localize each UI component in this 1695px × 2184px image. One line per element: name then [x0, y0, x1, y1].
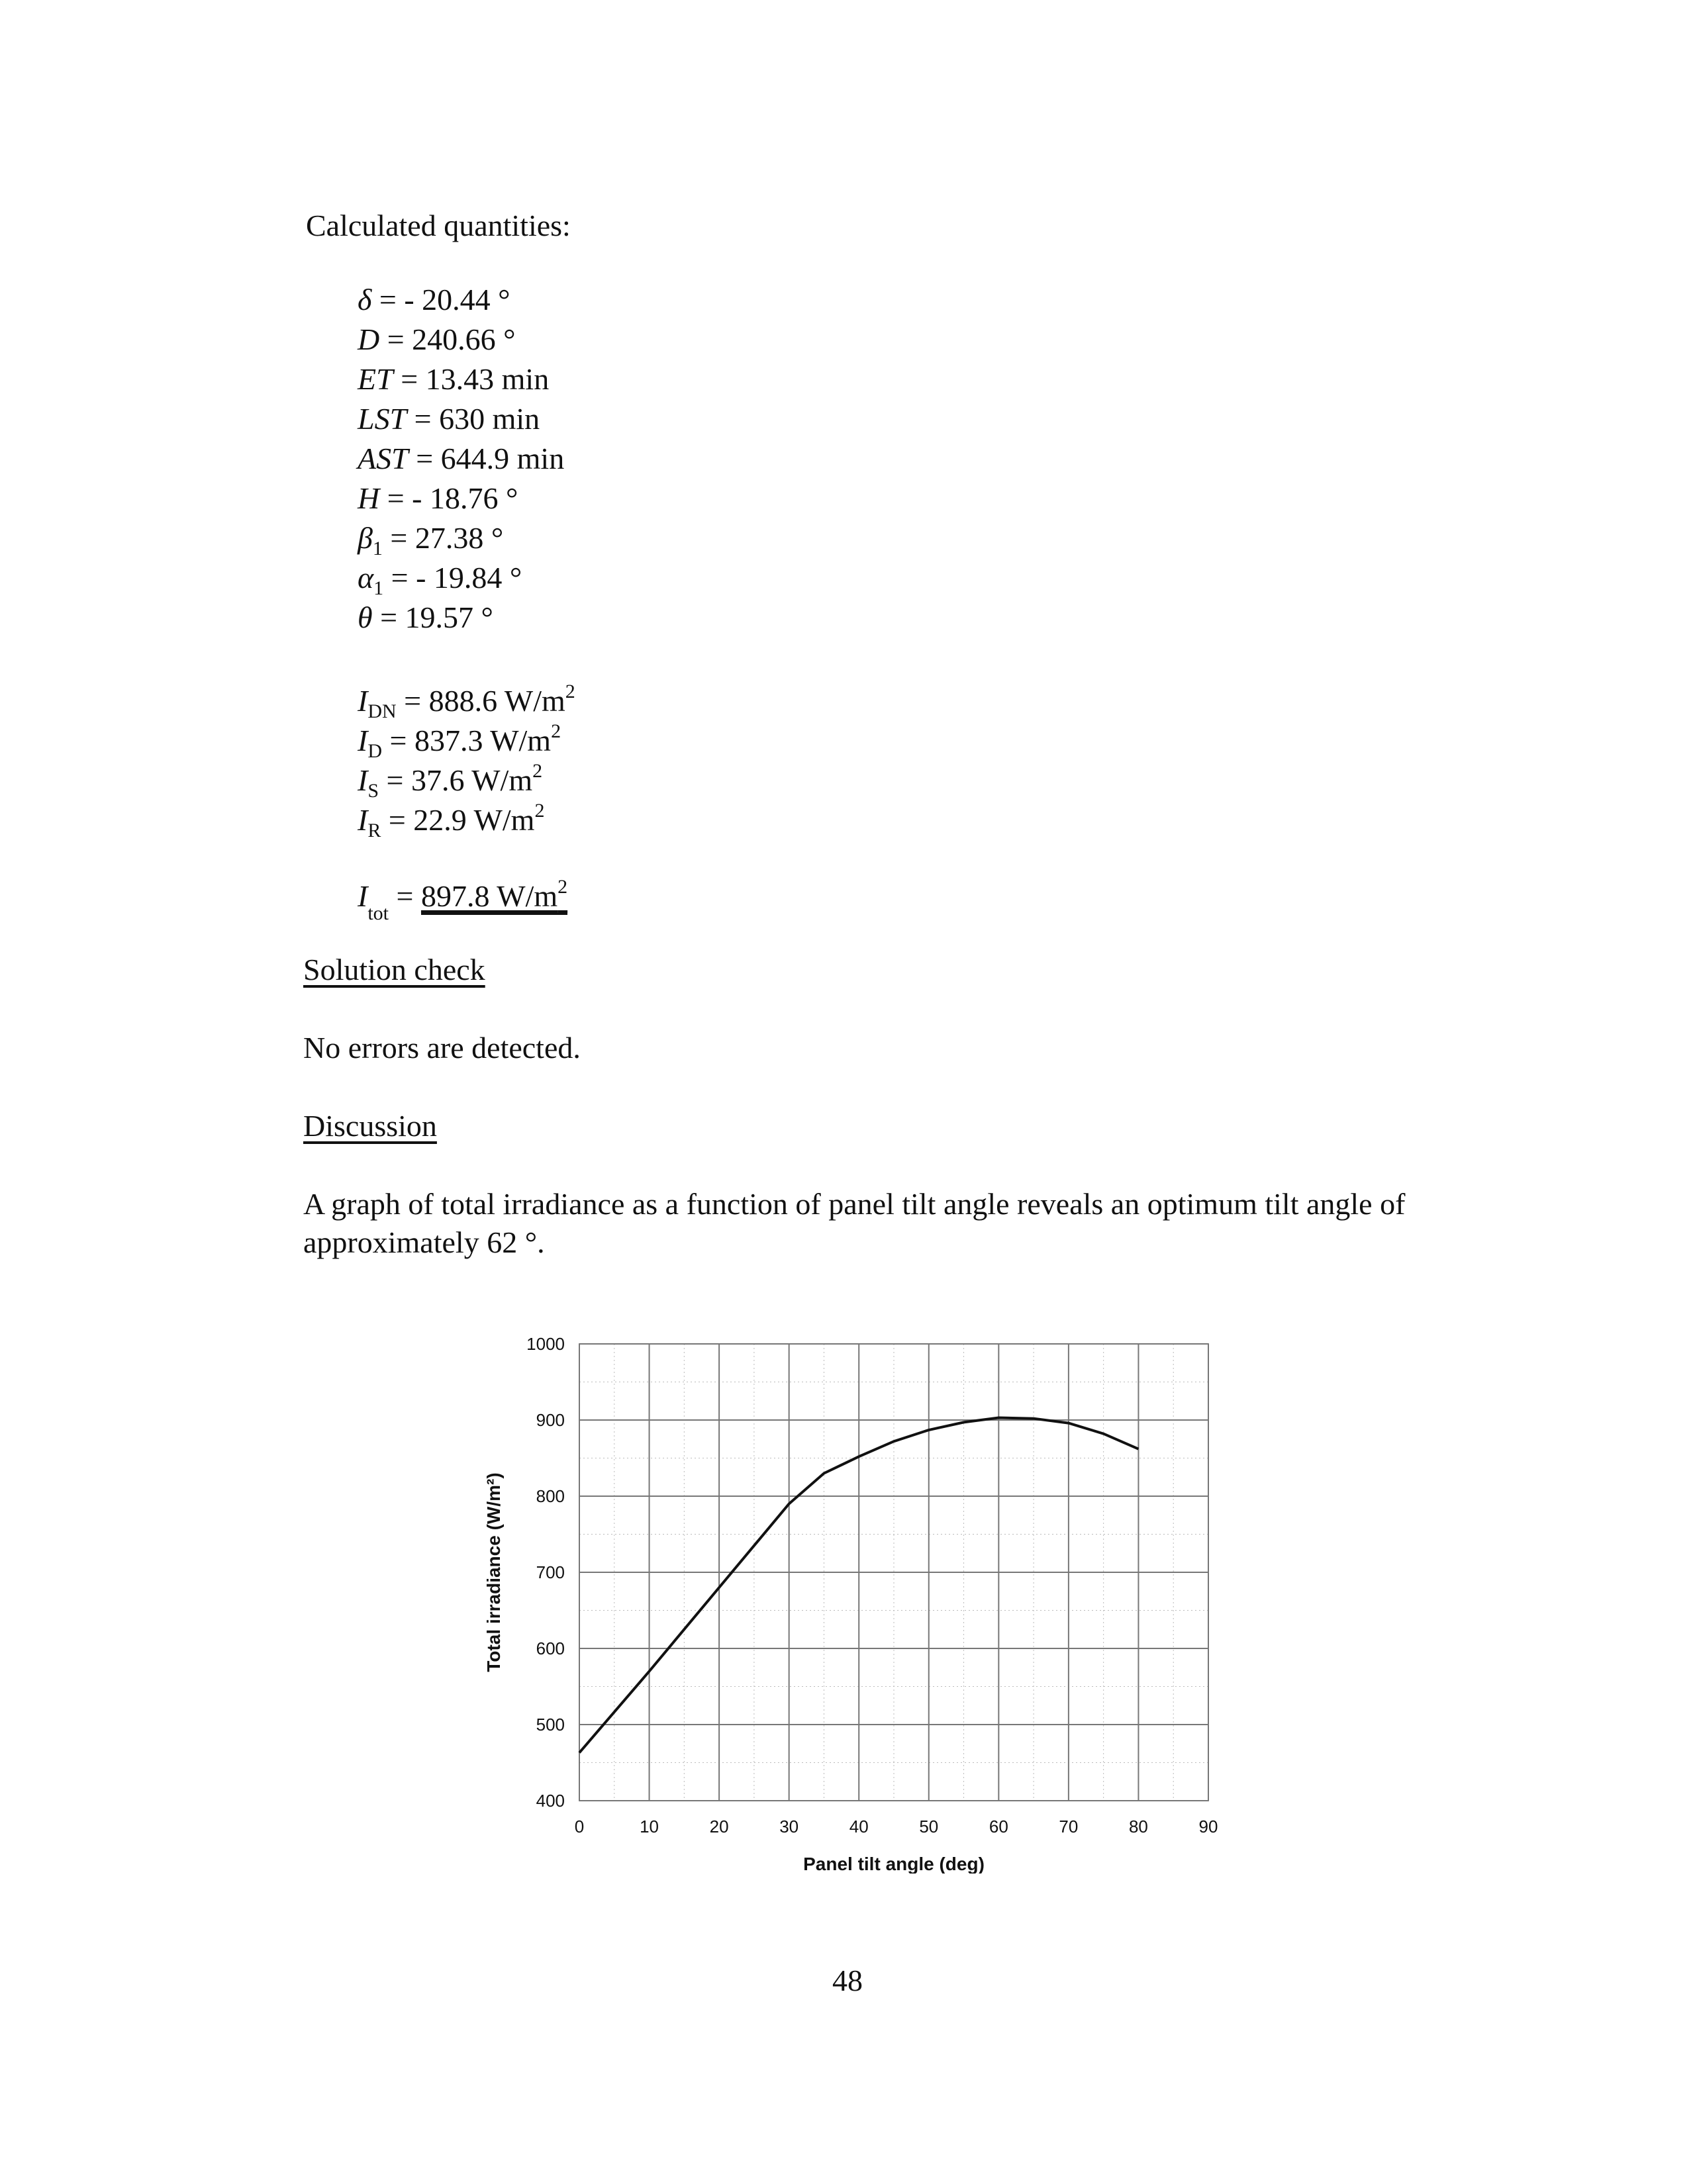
eq-superscript: 2 [551, 720, 561, 742]
itot-result [420, 876, 568, 915]
eq-subscript: tot [367, 902, 389, 924]
eq-IS [358, 761, 542, 801]
eq-symbol: α [358, 561, 374, 594]
eq-value: = 13.43 min [401, 362, 550, 396]
eq-H [358, 483, 518, 514]
chart-x-axis-label: Panel tilt angle (deg) [803, 1854, 985, 1874]
chart-y-axis-label: Total irradiance (W/m²) [483, 1472, 504, 1672]
eq-value: = - 18.76 ° [387, 481, 518, 515]
eq-value: = 22.9 W/m [388, 803, 535, 837]
eq-beta1 [358, 523, 503, 559]
eq-IR [358, 801, 544, 841]
chart-x-tick-label: 20 [709, 1817, 729, 1836]
solution-check-heading: Solution check [303, 953, 485, 986]
chart-ticks [526, 1334, 1218, 1836]
chart-y-tick-label: 500 [536, 1715, 565, 1734]
eq-value: = 240.66 ° [387, 322, 516, 356]
eq-value: = 19.57 ° [380, 600, 493, 634]
eq-Itot [358, 877, 567, 924]
chart-x-tick-label: 0 [574, 1817, 585, 1836]
eq-symbol: I [358, 803, 368, 837]
eq-value: = - 19.84 ° [391, 561, 522, 594]
eq-superscript: 2 [532, 760, 543, 782]
eq-LST [358, 404, 540, 434]
eq-value: = 837.3 W/m [389, 724, 552, 757]
chart-y-tick-label: 400 [536, 1791, 565, 1811]
eq-D [358, 324, 516, 355]
eq-symbol: θ [358, 600, 373, 634]
eq-AST [358, 444, 564, 474]
eq-ID [358, 722, 561, 761]
eq-superscript: 2 [534, 800, 545, 822]
eq-symbol: AST [358, 442, 409, 475]
eq-value: = 888.6 W/m [404, 684, 565, 718]
chart-y-tick-label: 600 [536, 1638, 565, 1658]
chart-x-tick-label: 50 [919, 1817, 939, 1836]
eq-value: = 37.6 W/m [386, 763, 533, 797]
eq-symbol: δ [358, 283, 372, 316]
eq-subscript: D [367, 740, 382, 762]
eq-delta [358, 285, 510, 315]
irradiance-chart [463, 1317, 1271, 1874]
eq-theta [358, 602, 493, 633]
eq-symbol: β [358, 521, 373, 555]
eq-subscript: R [367, 820, 381, 841]
chart-y-tick-label: 700 [536, 1562, 565, 1582]
eq-value: = 644.9 min [416, 442, 565, 475]
chart-x-tick-label: 90 [1198, 1817, 1218, 1836]
eq-symbol: I [358, 684, 368, 718]
eq-superscript: 2 [565, 681, 575, 702]
eq-symbol: LST [358, 402, 407, 436]
calculated-quantities-heading: Calculated quantities: [306, 209, 571, 242]
chart-grid [579, 1344, 1208, 1801]
eq-symbol: I [358, 763, 368, 797]
eq-value: = 630 min [414, 402, 540, 436]
eq-subscript: DN [367, 700, 397, 722]
discussion-paragraph: A graph of total irradiance as a function of panel tilt angle reveals an optimum tilt angle of approximately 62 °. [303, 1187, 1406, 1259]
eq-symbol: ET [358, 362, 393, 396]
chart-x-tick-label: 60 [989, 1817, 1008, 1836]
eq-equals: = [396, 879, 414, 913]
page-number: 48 [832, 1964, 863, 1997]
eq-symbol: I [358, 724, 368, 757]
chart-y-tick-label: 1000 [526, 1334, 565, 1354]
eq-symbol: I [358, 879, 368, 913]
eq-IDN [358, 682, 575, 722]
solution-check-text: No errors are detected. [303, 1031, 581, 1065]
eq-symbol: H [358, 481, 380, 515]
chart-y-tick-label: 800 [536, 1486, 565, 1506]
eq-subscript: 1 [373, 577, 384, 599]
chart-x-tick-label: 70 [1059, 1817, 1079, 1836]
eq-symbol: D [358, 322, 380, 356]
chart-x-tick-label: 10 [640, 1817, 659, 1836]
eq-value: = - 20.44 ° [379, 283, 510, 316]
chart-x-tick-label: 80 [1128, 1817, 1148, 1836]
eq-value: = 27.38 ° [390, 521, 504, 555]
eq-superscript: 2 [557, 876, 568, 898]
eq-ET [358, 364, 549, 395]
chart-x-tick-label: 40 [849, 1817, 869, 1836]
discussion-heading: Discussion [303, 1109, 437, 1143]
chart-x-tick-label: 30 [779, 1817, 799, 1836]
eq-alpha1 [358, 563, 522, 598]
chart-y-tick-label: 900 [536, 1410, 565, 1430]
eq-value: 897.8 W/m [420, 879, 558, 913]
eq-subscript: 1 [372, 538, 383, 559]
eq-subscript: S [367, 780, 379, 802]
